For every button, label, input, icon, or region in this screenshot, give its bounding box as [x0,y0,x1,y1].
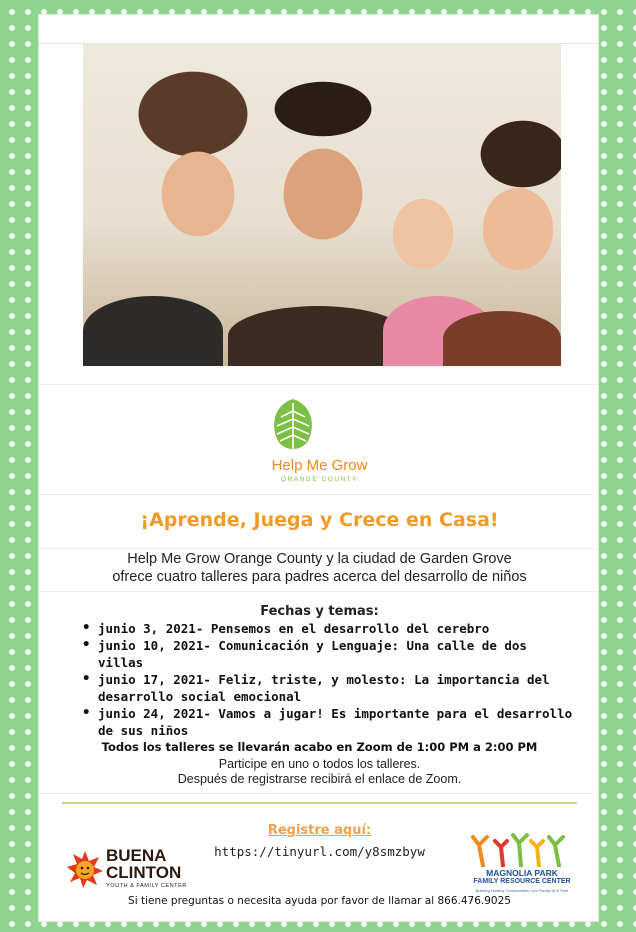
logo-title: Help Me Grow [271,457,368,474]
list-item: • junio 10, 2021- Comunicación y Lenguaje: Una calle de dos villas [80,637,575,671]
green-divider [62,802,577,804]
photo-shape [443,311,561,366]
dates-heading: Fechas y temas: [260,604,379,619]
sun-icon [66,849,104,889]
magnolia-park-name: MAGNOLIA PARK [486,868,558,878]
register-link[interactable]: https://tinyurl.com/y8smzbyw [214,844,425,859]
leaf-icon [268,397,318,451]
photo-shape [228,306,408,366]
intro-text [39,550,600,586]
headline: ¡Aprende, Juega y Crece en Casa! [140,509,499,531]
intro-line: ofrece cuatro talleres para padres acerca del desarrollo de niños [112,569,527,585]
list-item: • junio 24, 2021- Vamos a jugar! Es importante para el desarrollo de sus niños [80,705,575,739]
register-note: Después de registrarse recibirá el enlace de Zoom. [177,772,462,786]
divider [39,384,598,385]
buena-clinton-name: CLINTON [106,863,182,882]
intro-line: Help Me Grow Orange County y la ciudad de Garden Grove [127,551,512,567]
buena-clinton-subtitle: YOUTH & FAMILY CENTER [106,883,187,889]
logo-subtitle: ORANGE COUNTY [281,476,358,483]
buena-clinton-logo [66,841,196,897]
photo-shape [83,296,223,366]
list-item: • junio 3, 2021- Pensemos en el desarrollo del cerebro [80,620,575,637]
register-label: Registre aquí: [267,823,372,838]
people-icon [469,833,569,867]
flyer-page [38,14,599,922]
family-photo [83,44,561,366]
buena-clinton-name: BUENA [106,846,167,865]
participate-note: Participe en uno o todos los talleres. [218,757,421,771]
divider [39,793,598,794]
magnolia-park-tagline: Building Healthy Communities One Family At A Time [475,888,569,893]
list-item: • junio 17, 2021- Feliz, triste, y molesto: La importancia del desarrollo social emocional [80,671,575,705]
divider [39,548,598,549]
divider [39,494,598,495]
magnolia-park-logo [459,833,585,899]
topics-list [80,620,575,739]
zoom-note: Todos los talleres se llevarán acabo en Zoom de 1:00 PM a 2:00 PM [101,740,538,754]
divider [39,591,598,592]
magnolia-park-name: FAMILY RESOURCE CENTER [473,878,571,885]
footer-contact: Si tiene preguntas o necesita ayuda por favor de llamar al 866.476.9025 [128,895,511,907]
